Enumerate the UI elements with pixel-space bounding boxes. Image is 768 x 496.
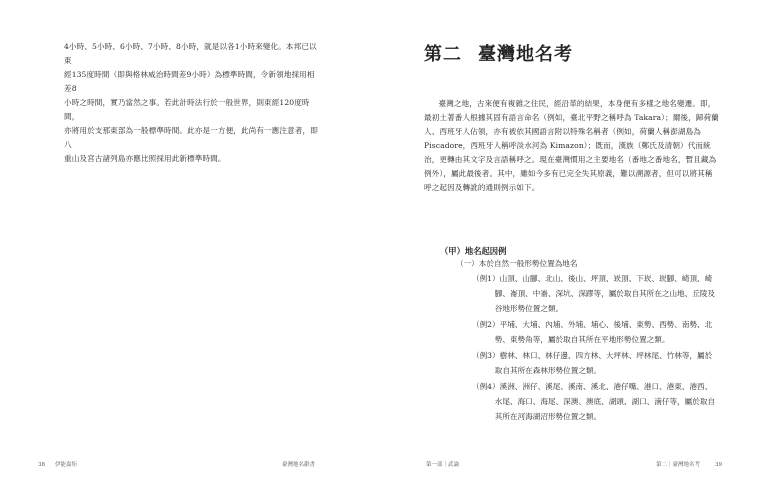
section-heading: （甲）地名起因例 (440, 246, 507, 256)
left-footer-book-title: 臺灣地名辭書 (282, 462, 316, 468)
right-footer-chapter: 第二｜臺灣地名考 (656, 462, 701, 468)
intro-paragraph: 臺灣之地，古來便有複雜之住民，經沿革的結果，本身便有多樣之地名變遷。即，最初土著番人根據其固有語言命名（例如，臺北平野之稱呼為 Takara）；爾後，歸荷蘭人、西班牙人佔領，亦有被依其國語言附以特殊名稱者（例如，荷蘭人稱澎湖島為 Piscadore，西班牙人稱呼淡水河為 Kimazon）；既而，漢族（鄭氏及清朝）代而統治，更轉由其文字及言語稱呼之。現在臺灣慣用之主要地名（番地之番地名，暫且藏為例外），屬此最後者。其中，雖如今多有已完全失其原義，難以溯源者，但可以將其稱呼之起因及轉訛的通則例示如下。 (424, 99, 719, 192)
left-page-body (64, 40, 322, 166)
body-line: 經135度時間（即與格林威治時間差9小時）為標準時間，令新領地採用相差8 (64, 70, 315, 93)
left-footer-author: 伊能嘉矩 (55, 462, 78, 468)
example-list (472, 271, 716, 425)
chapter-name: 臺灣地名考 (478, 44, 573, 65)
example-item: （例4）溪洲、洲仔、溪尾、溪南、溪北、港仔嘴、港口、港東、港西、水尾、海口、海尾、深澳、澳底、湖頭、湖口、湳仔等，屬於取自其所在河海湖沼形勢位置之類。 (472, 381, 716, 422)
chapter-title (424, 40, 573, 66)
body-line: 小時之時間，實乃當然之事。若此計時法行於一般世界，則東經120度時間， (64, 98, 310, 121)
body-line: 4小時、5小時、6小時、7小時、8小時，就是以各1小時來變化。本邦已以東 (64, 42, 317, 65)
right-page (384, 0, 768, 496)
body-line: 亦將用於支那東部為一般標準時間。此亦是一方便，此尚有一應注意者，即八 (64, 126, 318, 149)
chapter-number: 第二 (424, 44, 462, 65)
body-line: 重山及宮古諸列島亦應比照採用此新標準時間。 (64, 154, 226, 163)
right-footer-part: 第一部｜武論 (426, 462, 460, 468)
example-item: （例1）山頂、山腳、北山、後山、坪頂、崁頂、下崁、崁腳、崎頂、崎腳、崙頂、中崙、深坑、深蹘等，屬於取自其所在之山地、丘陵及谷地形勢位置之類。 (472, 274, 716, 314)
example-item: （例3）樹林、林口、林仔邊、四方林、大坪林、坪林尾、竹林等，屬於取自其所在森林形勢位置之類。 (472, 351, 713, 376)
right-page-number: 39 (715, 462, 722, 468)
left-page-number: 38 (38, 462, 45, 468)
subsection-heading: （一）本於自然一般形勢位置為地名 (456, 259, 578, 268)
example-item: （例2）平埔、大埔、內埔、外埔、埔心、後埔、東勢、西勢、南勢、北勢、東勢角等，屬於取自其所在平地形勢位置之類。 (472, 320, 713, 345)
intro-text (424, 97, 720, 195)
